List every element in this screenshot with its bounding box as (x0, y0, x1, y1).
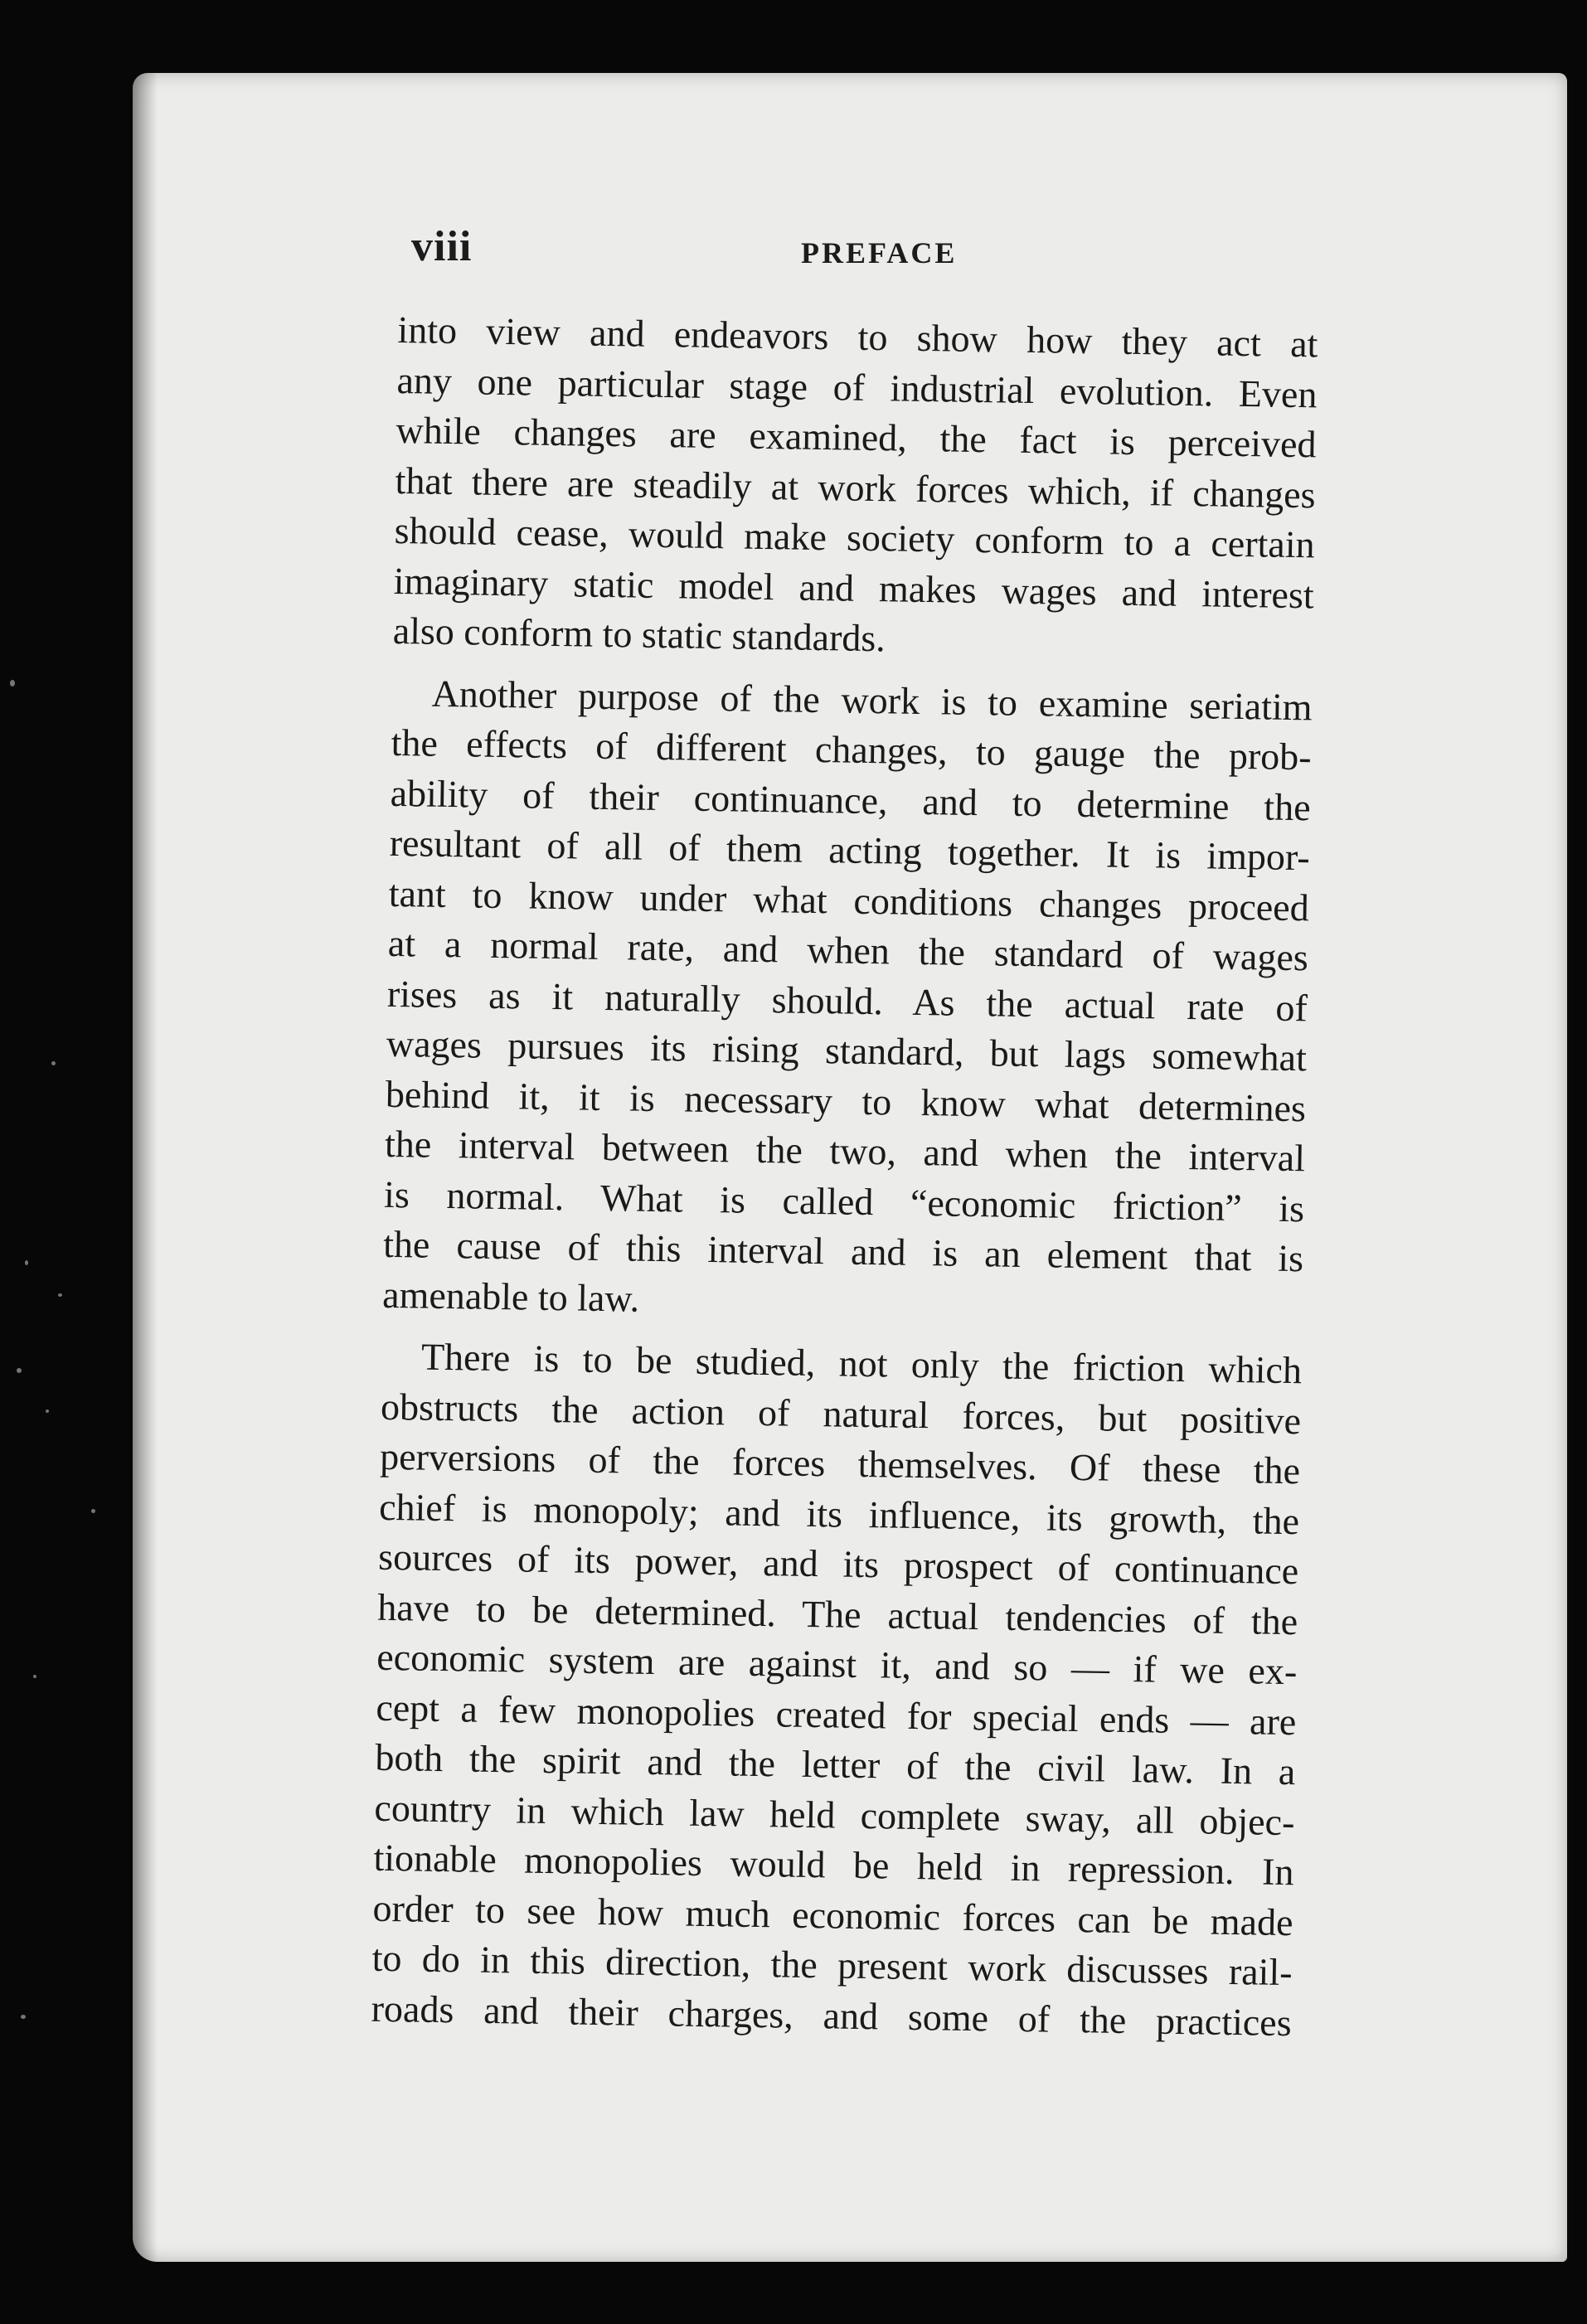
page-number: viii (411, 223, 473, 270)
text-line: There is to be studied, not only the friction which (420, 1335, 1303, 1392)
scan-speck (46, 1409, 49, 1413)
body-text (371, 305, 1318, 2060)
text-line: roads and their charges, and some of the practices (371, 1987, 1293, 2044)
text-line: tant to know under what conditions changes proceed (388, 871, 1310, 929)
scan-speck (10, 680, 15, 687)
text-line: also conform to static standards. (392, 609, 886, 660)
text-line: order to see how much economic forces can be made (372, 1886, 1293, 1943)
text-line: amenable to law. (381, 1273, 640, 1320)
text-line: wages pursues its rising standard, but lags somewhat (386, 1021, 1308, 1080)
scan-speck (58, 1293, 62, 1297)
text-line: is normal. What is called “economic friction” is (383, 1172, 1305, 1230)
text-line: Another purpose of the work is to examine seriatim (431, 672, 1313, 728)
text-line: while changes are examined, the fact is perceived (396, 408, 1317, 466)
scan-speck (25, 1260, 28, 1265)
text-line: obstructs the action of natural forces, but positive (380, 1385, 1302, 1442)
text-line: imaginary static model and makes wages and interest (393, 559, 1315, 616)
text-line: into view and endeavors to show how they act at (397, 308, 1318, 366)
text-line: both the spirit and the letter of the civil law. In a (375, 1735, 1296, 1793)
text-line: resultant of all of them acting together. It is impor- (389, 821, 1311, 879)
text-line: any one particular stage of industrial evolution. Even (396, 358, 1318, 415)
text-line: tionable monopolies would be held in repression. In (373, 1836, 1294, 1894)
text-line: country in which law held complete sway, all objec- (374, 1786, 1295, 1843)
text-line: cept a few monopolies created for special ends — are (376, 1686, 1297, 1743)
scan-speck (17, 1368, 22, 1373)
text-line: ability of their continuance, and to determine the (390, 771, 1312, 828)
text-line: should cease, would make society conform to a certain (394, 508, 1315, 566)
paragraph-1 (392, 305, 1318, 671)
paragraph-2 (382, 667, 1313, 1334)
text-line: perversions of the forces themselves. Of these the (379, 1434, 1301, 1492)
scan-speck (91, 1509, 95, 1513)
text-line: the cause of this interval and is an element that is (382, 1222, 1304, 1280)
scan-speck (21, 2015, 26, 2019)
scan-speck (51, 1061, 56, 1065)
book-page (133, 73, 1567, 2262)
text-line: behind it, it is necessary to know what determines (385, 1072, 1307, 1129)
text-line: to do in this direction, the present work discusses rail- (371, 1936, 1293, 1994)
text-line: that there are steadily at work forces which, if changes (395, 458, 1316, 516)
text-line: economic system are against it, and so — if we ex- (376, 1635, 1298, 1693)
text-line: sources of its power, and its prospect of continuance (377, 1535, 1299, 1593)
running-head: PREFACE (801, 236, 958, 269)
text-line: the effects of different changes, to gauge the prob- (391, 720, 1312, 779)
scan-speck (33, 1675, 36, 1678)
text-line: at a normal rate, and when the standard of wages (387, 921, 1309, 979)
paragraph-3 (371, 1332, 1302, 2048)
text-line: rises as it naturally should. As the actual rate of (386, 972, 1308, 1029)
text-line: have to be determined. The actual tendencies of the (376, 1585, 1298, 1642)
text-line: chief is monopoly; and its influence, its growth, the (378, 1485, 1300, 1542)
text-line: the interval between the two, and when the interval (384, 1122, 1306, 1180)
